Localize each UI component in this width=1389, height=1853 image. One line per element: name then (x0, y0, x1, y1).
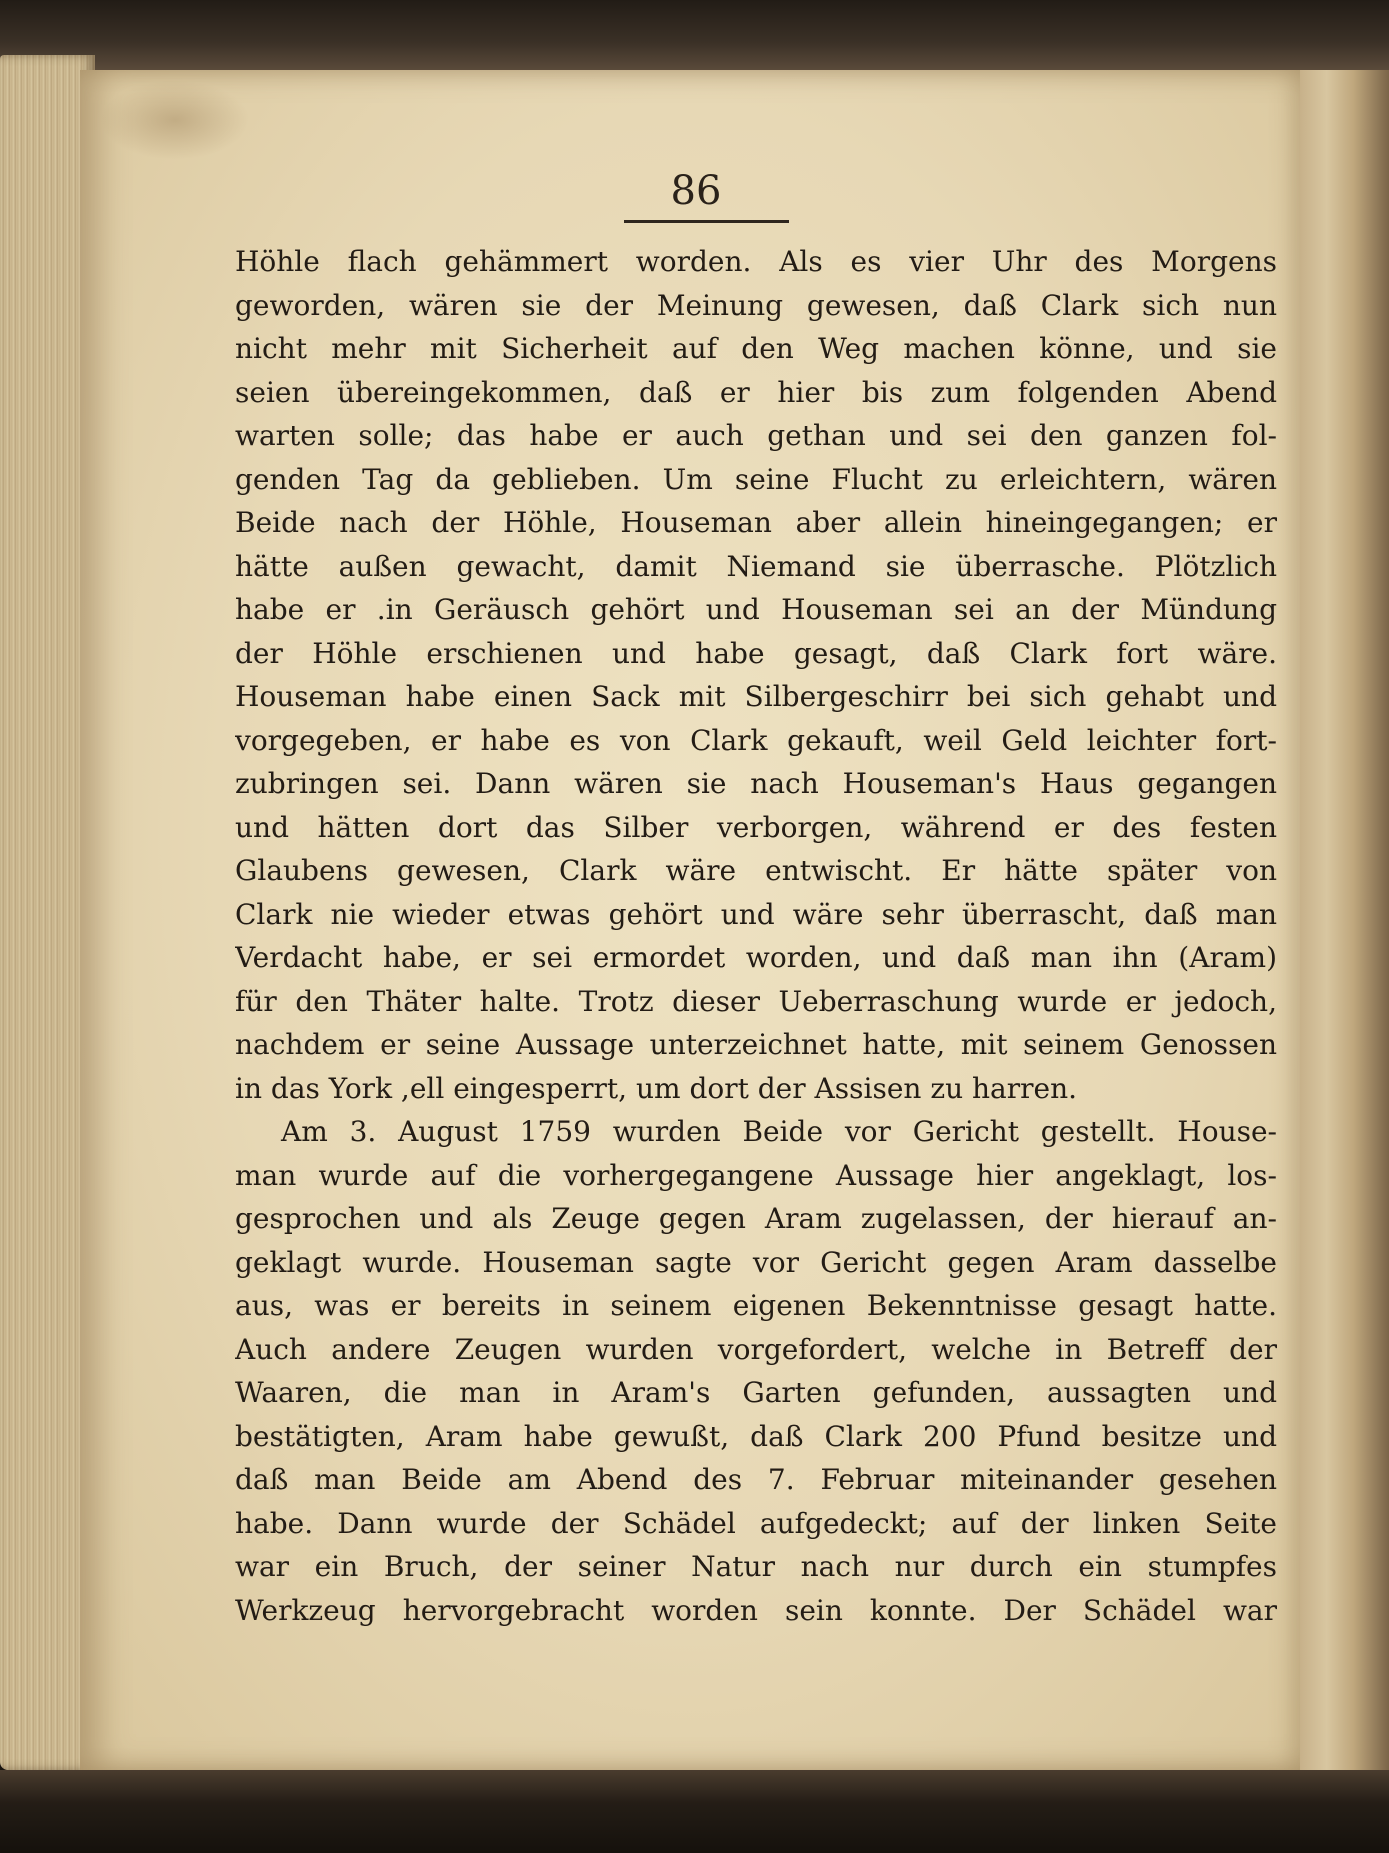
text-line: warten solle; das habe er auch gethan und sei den ganzen fol- (235, 419, 1277, 452)
text-line: vorgegeben, er habe es von Clark gekauft, weil Geld leichter fort- (235, 723, 1277, 757)
text-line: hätte außen gewacht, damit Niemand sie überrasche. Plötzlich (235, 549, 1277, 583)
text-line: und hätten dort das Silber verborgen, während er des festen (235, 810, 1277, 844)
text-line: genden Tag da geblieben. Um seine Flucht zu erleichtern, wären (235, 462, 1277, 496)
text-line: daß man Beide am Abend des 7. Februar miteinander gesehen (235, 1463, 1277, 1496)
text-line: nicht mehr mit Sicherheit auf den Weg machen könne, und sie (235, 332, 1277, 365)
text-line: zubringen sei. Dann wären sie nach Houseman's Haus gegangen (235, 767, 1277, 800)
page-number: 86 (670, 168, 722, 214)
body-text (235, 240, 1277, 1632)
text-line: Clark nie wieder etwas gehört und wäre sehr überrascht, daß man (235, 897, 1277, 931)
text-line: aus, was er bereits in seinem eigenen Bekenntnisse gesagt hatte. (235, 1289, 1277, 1322)
page-stain (100, 80, 250, 160)
text-line: habe. Dann wurde der Schädel aufgedeckt; auf der linken Seite (235, 1506, 1277, 1540)
text-line: gesprochen und als Zeuge gegen Aram zugelassen, der hierauf an- (235, 1202, 1277, 1235)
page-edge-right (1300, 70, 1389, 1770)
text-line-paragraph-end: in das York ,ell eingesperrt, um dort der Assisen zu harren. (235, 1071, 1078, 1105)
text-line: Verdacht habe, er sei ermordet worden, und daß man ihn (Aram) (235, 941, 1277, 974)
text-line: Höhle flach gehämmert worden. Als es vier Uhr des Morgens (235, 245, 1277, 278)
text-line: Houseman habe einen Sack mit Silbergeschirr bei sich gehabt und (235, 680, 1277, 713)
text-line: Werkzeug hervorgebracht worden sein konnte. Der Schädel war (235, 1593, 1277, 1627)
text-line: Waaren, die man in Aram's Garten gefunden, aussagten und (235, 1376, 1277, 1409)
text-line-paragraph-start: Am 3. August 1759 wurden Beide vor Gericht gestellt. House- (281, 1115, 1277, 1148)
text-line: bestätigten, Aram habe gewußt, daß Clark 200 Pfund besitze und (235, 1419, 1277, 1453)
text-line: seien übereingekommen, daß er hier bis zum folgenden Abend (235, 375, 1277, 409)
page-number-rule (624, 220, 789, 223)
text-line: der Höhle erschienen und habe gesagt, daß Clark fort wäre. (235, 636, 1277, 670)
text-line: Beide nach der Höhle, Houseman aber allein hineingegangen; er (235, 506, 1277, 539)
book-cover-top (0, 0, 1389, 70)
book-cover-bottom (0, 1770, 1389, 1853)
text-line: man wurde auf die vorhergegangene Aussage hier angeklagt, los- (235, 1158, 1277, 1192)
text-line: geklagt wurde. Houseman sagte vor Gericht gegen Aram dasselbe (235, 1245, 1277, 1279)
text-line: Glaubens gewesen, Clark wäre entwischt. Er hätte später von (235, 854, 1277, 887)
text-line: geworden, wären sie der Meinung gewesen, daß Clark sich nun (235, 288, 1277, 322)
text-line: nachdem er seine Aussage unterzeichnet hatte, mit seinem Genossen (235, 1028, 1277, 1061)
text-line: habe er .in Geräusch gehört und Houseman sei an der Mündung (235, 593, 1277, 626)
text-line: Auch andere Zeugen wurden vorgefordert, welche in Betreff der (235, 1332, 1277, 1366)
text-line: für den Thäter halte. Trotz dieser Ueberraschung wurde er jedoch, (235, 984, 1277, 1018)
book-page (80, 70, 1300, 1770)
text-line: war ein Bruch, der seiner Natur nach nur durch ein stumpfes (235, 1550, 1277, 1583)
